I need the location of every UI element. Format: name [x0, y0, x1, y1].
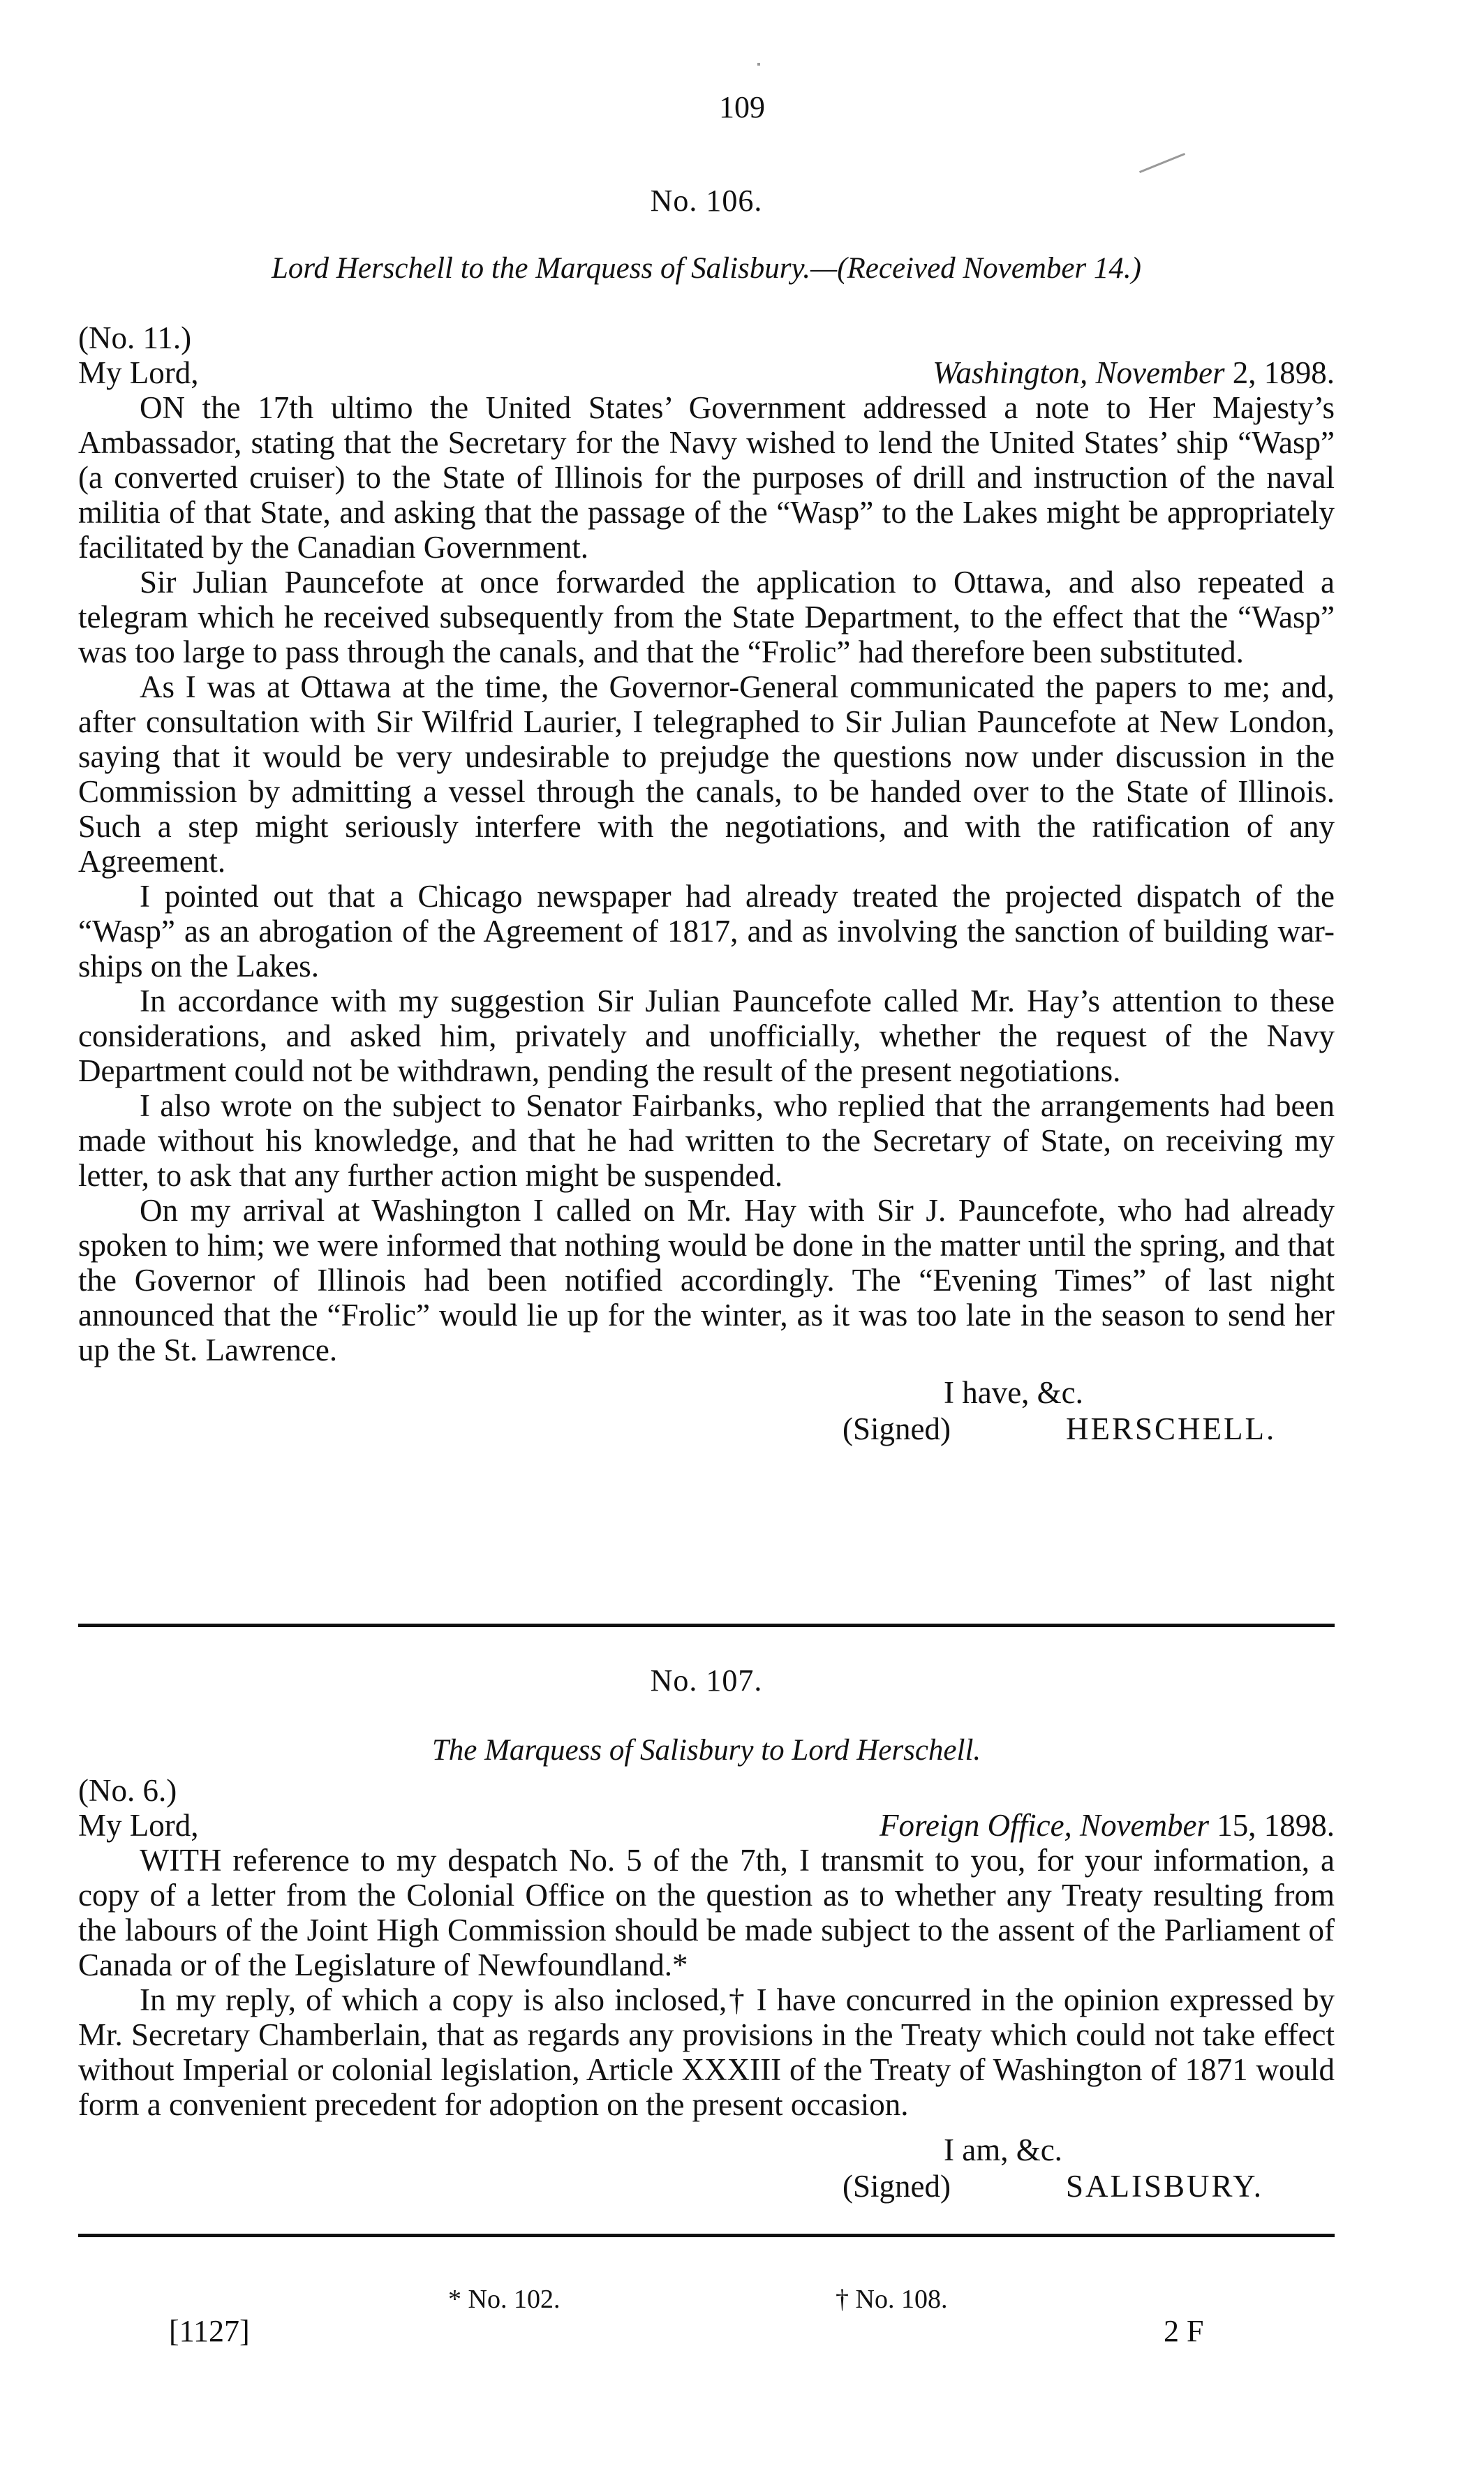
letter-number: No. 106.: [650, 184, 763, 218]
scan-mark: [1139, 153, 1185, 173]
letter-106: [78, 183, 1335, 1447]
salutation-row: [78, 355, 1335, 390]
footnote-dagger: † No. 108.: [836, 2285, 948, 2314]
reference-number: (No. 6.): [78, 1773, 177, 1808]
paragraph: In my reply, of which a copy is also inclosed,† I have concurred in the opinion expressed by Mr. Secretary Chamberlain, that as regards any provisions in the Treaty which could not take effect without Imperial or colonial legislation, Article XXXIII of the Treaty of Washington of 1871 would form a convenient precedent for adoption on the present occasion.: [78, 1982, 1335, 2122]
closing-block: [78, 2132, 1335, 2204]
paragraph: WITH reference to my despatch No. 5 of the 7th, I transmit to you, for your information, a copy of a letter from the Colonial Office on the question as to whether any Treaty resulting from the labours of the Joint High Commission should be made subject to the assent of the Parliament of Canada or of the Legislature of Newfoundland.*: [78, 1843, 1335, 1982]
salutation-row: [78, 1808, 1335, 1843]
dateline-place: Washington, November: [933, 355, 1225, 390]
paragraph: As I was at Ottawa at the time, the Governor-General communicated the papers to me; and, after consultation with Sir Wilfrid Laurier, I telegraphed to Sir Julian Pauncefote at New London, saying that it would be very undesirable to prejudge the questions now under discussion in the Commission by admitting a vessel through the canals, to be handed over to the State of Illinois. Such a step might seriously interfere with the negotiations, and with the ratification of any Agreement.: [78, 669, 1335, 879]
signature-line: [78, 1411, 1335, 1447]
reference-number: (No. 11.): [78, 320, 192, 355]
closing-formula: I have, &c.: [944, 1375, 1083, 1410]
dateline: [933, 355, 1335, 390]
paragraph: Sir Julian Pauncefote at once forwarded the application to Ottawa, and also repeated a telegram which he received subsequently from the State Department, to the effect that the “Wasp” was too large to pass through the canals, and that the “Frolic” had therefore been substituted.: [78, 565, 1335, 669]
section-divider: [78, 1624, 1335, 1627]
closing-formula: I am, &c.: [944, 2132, 1062, 2167]
paragraph: ON the 17th ultimo the United States’ Government addressed a note to Her Majesty’s Ambassador, stating that the Secretary for the Navy wished to lend the United States’ ship “Wasp” (a converted cruiser) to the State of Illinois for the purposes of drill and instruction of the naval militia of that State, and asking that the passage of the “Wasp” to the Lakes might be appropriately facilitated by the Canadian Government.: [78, 390, 1335, 565]
paragraph: I also wrote on the subject to Senator Fairbanks, who replied that the arrangements had been made without his knowledge, and that he had written to the Secretary of State, on receiving my letter, to ask that any further action might be suspended.: [78, 1088, 1335, 1193]
paragraph: I pointed out that a Chicago newspaper had already treated the projected dispatch of the “Wasp” as an abrogation of the Agreement of 1817, and as involving the sanction of building war-ships on the Lakes.: [78, 879, 1335, 984]
footer-divider: [78, 2234, 1335, 2237]
salutation: My Lord,: [78, 1808, 199, 1843]
letter-caption: Lord Herschell to the Marquess of Salisbury.—(Received November 14.): [272, 252, 1141, 285]
closing-block: [78, 1374, 1335, 1447]
paragraph: On my arrival at Washington I called on Mr. Hay with Sir J. Pauncefote, who had already spoken to him; we were informed that nothing would be done in the matter until the spring, and that the Governor of Illinois had been notified accordingly. The “Evening Times” of last night announced that the “Frolic” would lie up for the winter, as it was too late in the season to send her up the St. Lawrence.: [78, 1193, 1335, 1367]
signed-label: (Signed): [843, 2169, 951, 2204]
footnote-star: * No. 102.: [448, 2285, 561, 2314]
salutation: My Lord,: [78, 355, 199, 390]
dateline-place: Foreign Office, November: [880, 1808, 1209, 1843]
dateline: [880, 1808, 1335, 1843]
letter-caption: The Marquess of Salisbury to Lord Herschell.: [431, 1734, 981, 1767]
dateline-date: 2, 1898.: [1232, 355, 1335, 390]
signature: HERSCHELL.: [1066, 1411, 1277, 1446]
signed-label: (Signed): [843, 1411, 951, 1446]
letter-number: No. 107.: [650, 1663, 763, 1698]
letter-107: [78, 1663, 1335, 2204]
sheet-signature-mark: 2 F: [1164, 2314, 1204, 2348]
scan-mark: [757, 63, 760, 66]
dateline-date: 15, 1898.: [1217, 1808, 1335, 1843]
signature: SALISBURY.: [1066, 2169, 1264, 2204]
page-footer: [78, 2284, 1335, 2368]
page-number: 109: [719, 90, 765, 124]
print-reference: [1127]: [169, 2314, 250, 2348]
paragraph: In accordance with my suggestion Sir Julian Pauncefote called Mr. Hay’s attention to these considerations, and asked him, privately and unofficially, whether the request of the Navy Department could not be withdrawn, pending the result of the present negotiations.: [78, 984, 1335, 1088]
signature-line: [78, 2168, 1335, 2204]
